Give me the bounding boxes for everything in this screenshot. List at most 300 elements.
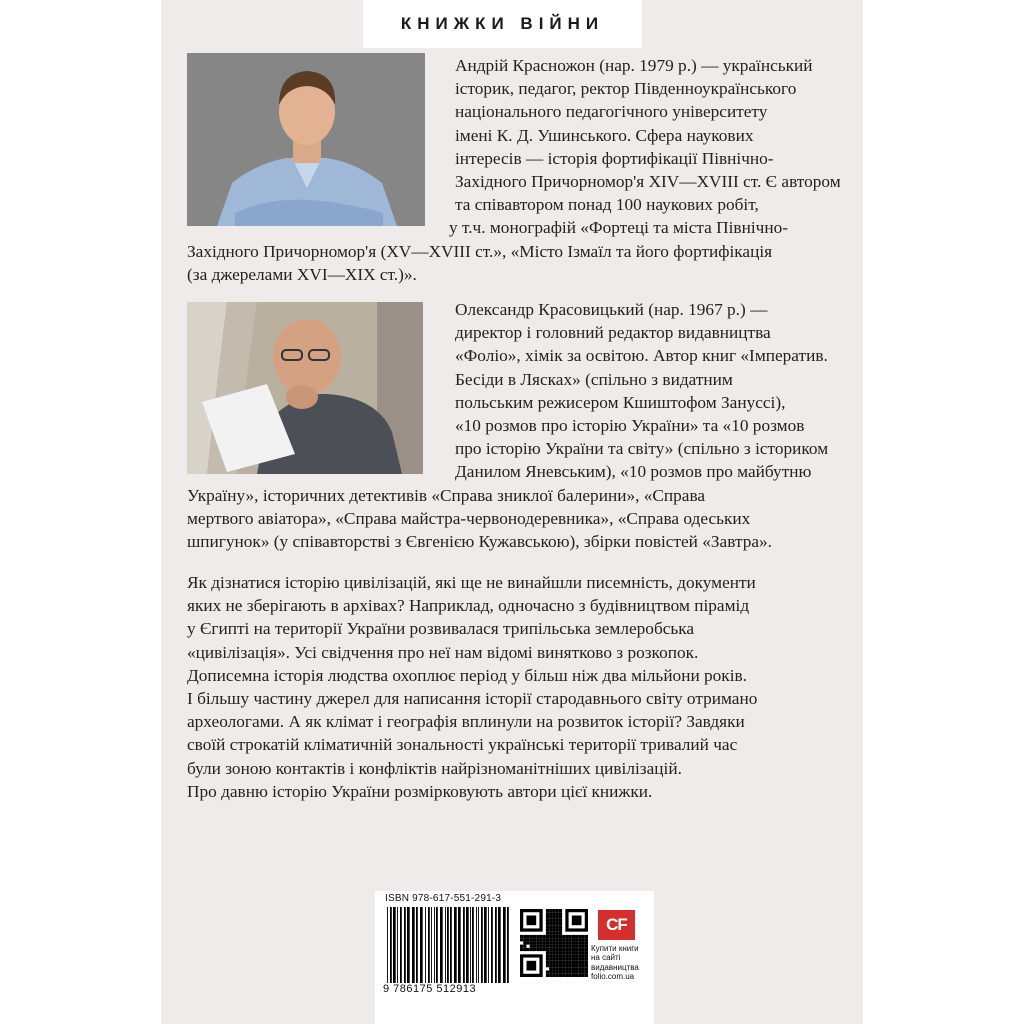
qr-module xyxy=(559,941,562,944)
bio-line: історик, педагог, ректор Південноукраїнського xyxy=(455,79,797,99)
barcode-bar xyxy=(420,907,423,983)
barcode-bar xyxy=(470,907,471,983)
author1-bio xyxy=(187,54,841,286)
barcode-bar xyxy=(503,907,506,983)
qr-module xyxy=(549,967,552,970)
qr-module xyxy=(565,945,568,948)
qr-module xyxy=(520,935,523,938)
qr-module xyxy=(549,958,552,961)
qr-module xyxy=(572,967,575,970)
qr-module xyxy=(585,935,588,938)
qr-module xyxy=(582,961,585,964)
qr-module xyxy=(562,954,565,957)
qr-module xyxy=(546,932,549,935)
qr-module xyxy=(572,951,575,954)
qr-module xyxy=(546,909,549,912)
qr-module xyxy=(562,941,565,944)
qr-module xyxy=(556,928,559,931)
qr-module xyxy=(536,948,539,951)
qr-module xyxy=(546,938,549,941)
qr-module xyxy=(559,948,562,951)
qr-module xyxy=(523,941,526,944)
qr-module xyxy=(569,948,572,951)
qr-module xyxy=(572,935,575,938)
qr-module xyxy=(556,941,559,944)
qr-module xyxy=(536,945,539,948)
publisher-logo: CF xyxy=(598,910,635,940)
qr-module xyxy=(556,954,559,957)
qr-module xyxy=(549,974,552,977)
qr-module xyxy=(559,925,562,928)
qr-module xyxy=(543,945,546,948)
bio-line: директор і головний редактор видавництва xyxy=(455,323,771,343)
qr-module xyxy=(585,954,588,957)
qr-module xyxy=(565,974,568,977)
qr-module xyxy=(565,967,568,970)
qr-module xyxy=(549,922,552,925)
qr-module xyxy=(530,935,533,938)
qr-module xyxy=(556,922,559,925)
barcode-bar xyxy=(404,907,406,983)
barcode-bar xyxy=(425,907,426,983)
qr-code-icon xyxy=(520,908,588,978)
qr-module xyxy=(543,935,546,938)
qr-module xyxy=(575,948,578,951)
qr-module xyxy=(585,945,588,948)
qr-module xyxy=(565,958,568,961)
qr-module xyxy=(575,961,578,964)
qr-module xyxy=(569,974,572,977)
qr-module xyxy=(585,964,588,967)
barcode-bar xyxy=(393,907,396,983)
qr-module xyxy=(556,948,559,951)
qr-module xyxy=(552,909,555,912)
qr-module xyxy=(552,948,555,951)
qr-module xyxy=(539,935,542,938)
qr-module xyxy=(552,945,555,948)
blurb-line: своїй строкатій кліматичній зональності українські території тривалий час xyxy=(187,735,738,755)
qr-module xyxy=(549,928,552,931)
qr-module xyxy=(569,964,572,967)
qr-module xyxy=(556,919,559,922)
barcode-bar xyxy=(387,907,388,983)
qr-module xyxy=(562,964,565,967)
bio-line: імені К. Д. Ушинського. Сфера наукових xyxy=(455,125,754,145)
qr-module xyxy=(549,945,552,948)
qr-module xyxy=(559,915,562,918)
qr-module xyxy=(565,971,568,974)
qr-module xyxy=(572,954,575,957)
qr-finder-pattern xyxy=(526,915,536,925)
bio-line: у т.ч. монографій «Фортеці та міста Північно- xyxy=(449,218,788,238)
qr-module xyxy=(569,938,572,941)
qr-module xyxy=(549,951,552,954)
barcode-bar xyxy=(484,907,487,983)
barcode-bar xyxy=(478,907,479,983)
qr-module xyxy=(546,971,549,974)
qr-module xyxy=(552,935,555,938)
qr-module xyxy=(549,938,552,941)
qr-module xyxy=(565,954,568,957)
qr-module xyxy=(582,945,585,948)
bio-line: Олександр Красовицький (нар. 1967 р.) — xyxy=(455,300,768,319)
qr-module xyxy=(536,941,539,944)
qr-module xyxy=(549,912,552,915)
author2-bio xyxy=(187,298,832,553)
qr-finder-pattern xyxy=(572,915,582,925)
qr-module xyxy=(552,974,555,977)
qr-module xyxy=(575,935,578,938)
blurb-line: археологами. А як клімат і географія вплинули на розвиток історії? Завдяки xyxy=(187,712,745,732)
barcode-bar xyxy=(390,907,392,983)
qr-module xyxy=(549,954,552,957)
qr-module xyxy=(552,971,555,974)
qr-module xyxy=(546,912,549,915)
qr-module xyxy=(549,941,552,944)
bio-line: шпигунок» (у співавторстві з Євгенією Кужавською), збірки повістей «Завтра». xyxy=(187,532,772,552)
qr-module xyxy=(546,951,549,954)
barcode-bar xyxy=(440,907,443,983)
qr-module xyxy=(565,938,568,941)
qr-module xyxy=(578,961,581,964)
bio-line: «10 розмов про історію України» та «10 розмов xyxy=(455,416,805,436)
qr-module xyxy=(556,974,559,977)
barcode-bar xyxy=(507,907,509,983)
qr-module xyxy=(582,974,585,977)
qr-module xyxy=(562,958,565,961)
bio-line: про історію України та світу» (спільно з істориком xyxy=(455,439,829,459)
qr-module xyxy=(552,928,555,931)
qr-module xyxy=(559,958,562,961)
qr-module xyxy=(552,922,555,925)
barcode-icon xyxy=(385,907,510,983)
qr-module xyxy=(582,938,585,941)
qr-module xyxy=(559,964,562,967)
barcode-bar xyxy=(458,907,461,983)
qr-module xyxy=(556,961,559,964)
barcode-bar xyxy=(491,907,493,983)
barcode-bar xyxy=(466,907,469,983)
qr-module xyxy=(549,915,552,918)
bio-line: інтересів — історія фортифікації Північно- xyxy=(455,148,774,168)
qr-module xyxy=(565,951,568,954)
qr-finder-pattern xyxy=(526,961,536,971)
qr-module xyxy=(569,971,572,974)
qr-module xyxy=(578,958,581,961)
qr-module xyxy=(526,941,529,944)
qr-module xyxy=(546,922,549,925)
qr-module xyxy=(552,961,555,964)
qr-module xyxy=(556,945,559,948)
barcode-bar xyxy=(481,907,483,983)
barcode-bar xyxy=(450,907,452,983)
isbn-number: ISBN 978-617-551-291-3 xyxy=(385,893,502,904)
qr-module xyxy=(533,935,536,938)
qr-module xyxy=(562,948,565,951)
qr-module xyxy=(526,938,529,941)
qr-module xyxy=(565,964,568,967)
barcode-bar xyxy=(495,907,497,983)
qr-module xyxy=(552,951,555,954)
barcode-bar xyxy=(431,907,432,983)
qr-module xyxy=(552,912,555,915)
qr-module xyxy=(578,941,581,944)
qr-module xyxy=(582,964,585,967)
barcode-bar xyxy=(434,907,435,983)
qr-module xyxy=(552,915,555,918)
blurb-line: Як дізнатися історію цивілізацій, які ще не винайшли писемність, документи xyxy=(187,573,756,592)
qr-module xyxy=(572,941,575,944)
qr-module xyxy=(556,967,559,970)
qr-module xyxy=(546,941,549,944)
series-title: КНИЖКИ ВІЙНИ xyxy=(363,0,642,48)
qr-module xyxy=(546,958,549,961)
qr-module xyxy=(575,951,578,954)
barcode-bar xyxy=(498,907,501,983)
qr-module xyxy=(546,961,549,964)
qr-module xyxy=(546,974,549,977)
qr-module xyxy=(546,948,549,951)
barcode-bar xyxy=(463,907,465,983)
qr-module xyxy=(520,945,523,948)
qr-module xyxy=(552,954,555,957)
qr-module xyxy=(572,961,575,964)
bio-line: Бесіди в Лясках» (спільно з видатним xyxy=(455,369,733,389)
qr-module xyxy=(556,925,559,928)
qr-module xyxy=(556,912,559,915)
barcode-bar xyxy=(400,907,402,983)
qr-module xyxy=(578,954,581,957)
qr-module xyxy=(539,945,542,948)
qr-module xyxy=(526,948,529,951)
qr-module xyxy=(569,954,572,957)
bio-line: Данилом Яневським), «10 розмов про майбутню xyxy=(455,462,812,482)
qr-module xyxy=(559,971,562,974)
qr-module xyxy=(533,945,536,948)
barcode-bar xyxy=(436,907,438,983)
qr-module xyxy=(556,935,559,938)
qr-module xyxy=(549,964,552,967)
barcode-bar xyxy=(407,907,410,983)
qr-module xyxy=(562,951,565,954)
qr-module xyxy=(578,964,581,967)
ean-digits: 9 786175 512913 xyxy=(383,983,477,995)
bio-line: «Фоліо», хімік за освітою. Автор книг «Імператив. xyxy=(455,346,828,366)
qr-module xyxy=(559,922,562,925)
qr-module xyxy=(582,967,585,970)
qr-module xyxy=(575,964,578,967)
qr-module xyxy=(546,919,549,922)
qr-module xyxy=(578,935,581,938)
qr-module xyxy=(559,974,562,977)
qr-module xyxy=(572,958,575,961)
qr-module xyxy=(585,951,588,954)
qr-module xyxy=(552,919,555,922)
qr-module xyxy=(552,964,555,967)
qr-module xyxy=(523,945,526,948)
qr-module xyxy=(520,938,523,941)
qr-module xyxy=(549,932,552,935)
qr-module xyxy=(572,964,575,967)
qr-module xyxy=(585,948,588,951)
qr-module xyxy=(546,928,549,931)
qr-module xyxy=(556,958,559,961)
qr-module xyxy=(543,938,546,941)
qr-module xyxy=(549,935,552,938)
qr-module xyxy=(559,912,562,915)
buy-text-line: Купити книги xyxy=(591,944,639,953)
qr-module xyxy=(582,951,585,954)
qr-module xyxy=(526,935,529,938)
qr-module xyxy=(523,948,526,951)
qr-module xyxy=(546,915,549,918)
qr-module xyxy=(546,945,549,948)
qr-module xyxy=(575,954,578,957)
qr-module xyxy=(582,935,585,938)
qr-module xyxy=(585,971,588,974)
qr-module xyxy=(539,938,542,941)
qr-module xyxy=(562,967,565,970)
bio-line: Андрій Красножон (нар. 1979 р.) — український xyxy=(455,56,813,75)
qr-module xyxy=(559,961,562,964)
qr-module xyxy=(575,945,578,948)
blurb-line: у Єгипті на території України розвивалася трипільська землеробська xyxy=(187,619,695,639)
qr-module xyxy=(575,958,578,961)
qr-module xyxy=(556,909,559,912)
barcode-bar xyxy=(445,907,446,983)
qr-module xyxy=(569,961,572,964)
qr-module xyxy=(549,971,552,974)
qr-module xyxy=(530,941,533,944)
qr-module xyxy=(556,971,559,974)
qr-module xyxy=(533,938,536,941)
qr-module xyxy=(559,951,562,954)
qr-module xyxy=(533,941,536,944)
bio-line: та співавтором понад 100 наукових робіт, xyxy=(455,195,759,215)
qr-module xyxy=(565,961,568,964)
qr-module xyxy=(585,974,588,977)
qr-module xyxy=(549,961,552,964)
qr-module xyxy=(585,938,588,941)
blurb-line: яких не зберігають в архівах? Наприклад, одночасно з будівництвом пірамід xyxy=(187,596,750,616)
qr-module xyxy=(585,961,588,964)
qr-module xyxy=(578,971,581,974)
qr-module xyxy=(578,967,581,970)
qr-module xyxy=(552,938,555,941)
qr-module xyxy=(582,958,585,961)
qr-module xyxy=(582,941,585,944)
qr-module xyxy=(546,925,549,928)
buy-online-text xyxy=(591,944,651,982)
qr-module xyxy=(536,938,539,941)
qr-module xyxy=(575,967,578,970)
qr-module xyxy=(572,938,575,941)
buy-text-line: видавництва xyxy=(591,962,639,972)
qr-module xyxy=(569,941,572,944)
qr-module xyxy=(559,967,562,970)
qr-module xyxy=(549,948,552,951)
qr-module xyxy=(552,967,555,970)
blurb-line: були зоною контактів і конфліктів найрізноманітніших цивілізацій. xyxy=(187,758,682,778)
qr-module xyxy=(543,941,546,944)
qr-module xyxy=(556,951,559,954)
qr-module xyxy=(549,925,552,928)
qr-module xyxy=(569,967,572,970)
qr-module xyxy=(549,919,552,922)
qr-module xyxy=(565,941,568,944)
qr-module xyxy=(578,938,581,941)
qr-module xyxy=(556,938,559,941)
qr-module xyxy=(556,915,559,918)
bio-line: (за джерелами XVI—XIX ст.)». xyxy=(187,264,417,284)
barcode-bar xyxy=(397,907,398,983)
blurb-line: І більшу частину джерел для написання історії стародавнього світу отримано xyxy=(187,689,758,709)
qr-module xyxy=(585,941,588,944)
bio-line: мертвого авіатора», «Справа майстра-червонодеревника», «Справа одеських xyxy=(187,508,751,528)
barcode-bar xyxy=(472,907,474,983)
qr-module xyxy=(559,909,562,912)
barcode-bar xyxy=(416,907,418,983)
qr-module xyxy=(569,945,572,948)
qr-module xyxy=(523,938,526,941)
qr-module xyxy=(559,928,562,931)
qr-module xyxy=(565,948,568,951)
qr-module xyxy=(530,945,533,948)
qr-module xyxy=(556,964,559,967)
qr-module xyxy=(562,945,565,948)
qr-module xyxy=(585,958,588,961)
qr-module xyxy=(572,945,575,948)
qr-module xyxy=(575,974,578,977)
qr-module xyxy=(539,941,542,944)
qr-module xyxy=(575,938,578,941)
qr-module xyxy=(546,935,549,938)
qr-module xyxy=(536,935,539,938)
barcode-bar xyxy=(488,907,489,983)
blurb-line: «цивілізація». Усі свідчення про неї нам відомі винятково з розкопок. xyxy=(187,642,699,662)
qr-module xyxy=(572,948,575,951)
qr-module xyxy=(552,925,555,928)
qr-module xyxy=(582,971,585,974)
bio-line: Західного Причорномор'я XIV—XVIII ст. Є автором xyxy=(455,172,841,192)
qr-module xyxy=(585,967,588,970)
qr-module xyxy=(539,948,542,951)
qr-module xyxy=(549,909,552,912)
qr-module xyxy=(582,948,585,951)
qr-module xyxy=(575,941,578,944)
qr-module xyxy=(523,935,526,938)
qr-module xyxy=(578,974,581,977)
barcode-bar xyxy=(454,907,457,983)
qr-module xyxy=(552,932,555,935)
qr-module xyxy=(582,954,585,957)
qr-module xyxy=(546,964,549,967)
qr-module xyxy=(533,948,536,951)
qr-module xyxy=(565,935,568,938)
qr-module xyxy=(578,948,581,951)
qr-module xyxy=(562,935,565,938)
qr-module xyxy=(530,948,533,951)
blurb-line: Дописемна історія людства охоплює період у більш ніж два мільйони років. xyxy=(187,665,747,685)
buy-text-line: на сайті xyxy=(591,953,621,963)
qr-module xyxy=(552,958,555,961)
barcode-bar xyxy=(428,907,430,983)
qr-module xyxy=(578,951,581,954)
qr-module xyxy=(562,971,565,974)
qr-module xyxy=(559,932,562,935)
qr-module xyxy=(562,961,565,964)
qr-module xyxy=(559,954,562,957)
